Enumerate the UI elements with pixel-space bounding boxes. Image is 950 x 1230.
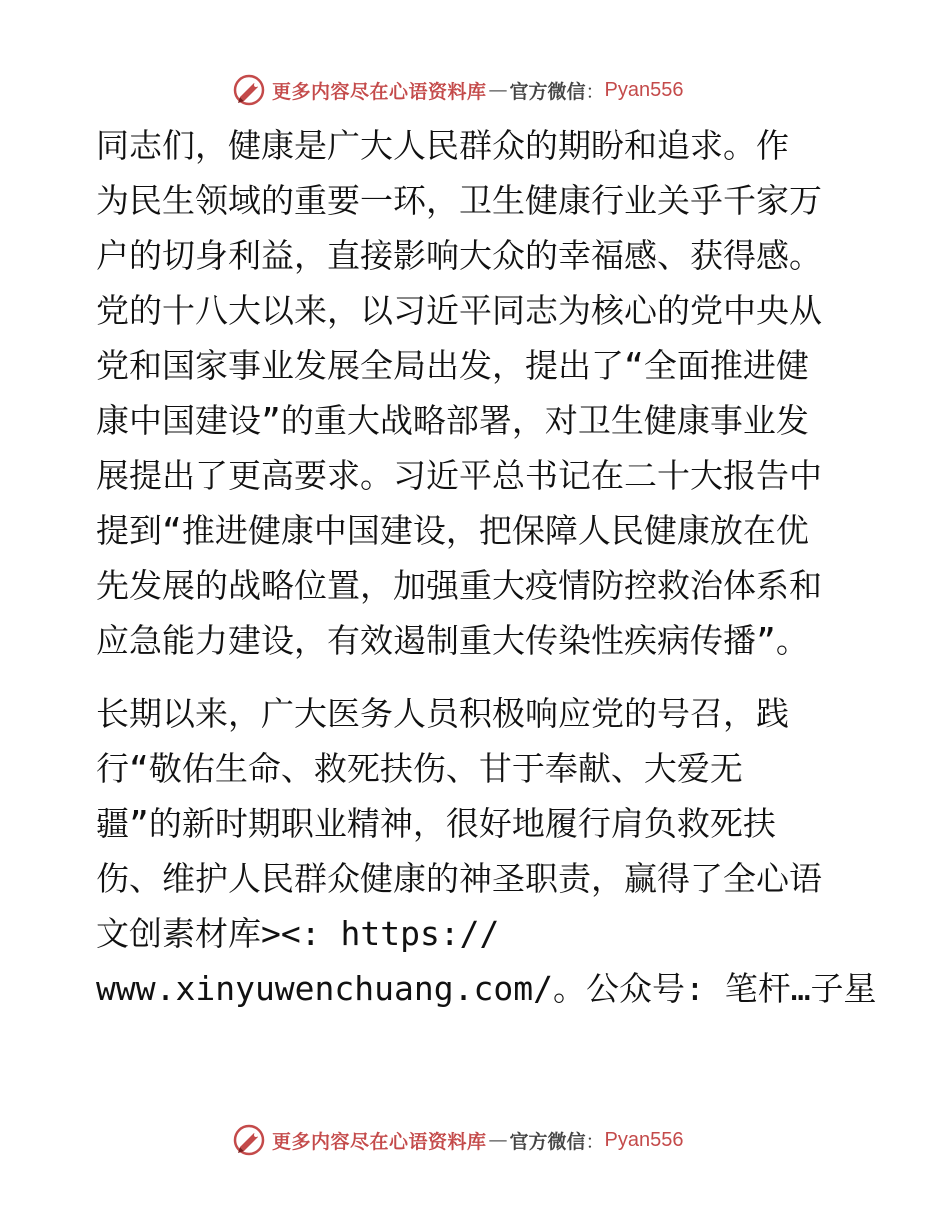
footer-separator: — xyxy=(488,1129,508,1151)
paragraph-2 xyxy=(96,686,877,1016)
pen-logo-icon xyxy=(232,1123,266,1157)
text-line: 为民生领域的重要一环，卫生健康行业关乎千家万 xyxy=(96,181,822,220)
text-line: 先发展的战略位置，加强重大疫情防控救治体系和 xyxy=(96,566,822,605)
text-line: 党的十八大以来，以习近平同志为核心的党中央从 xyxy=(96,291,822,330)
header-official-label: 官方微信 xyxy=(509,80,586,103)
footer-site-text: 更多内容尽在心语资料库 xyxy=(272,1130,487,1153)
header-banner xyxy=(232,70,684,110)
article-body xyxy=(96,118,877,1016)
text-line: 文创素材库><: https:// xyxy=(96,914,500,953)
text-line: 同志们，健康是广大人民群众的期盼和追求。作 xyxy=(96,126,789,165)
footer-colon: ： xyxy=(585,1130,605,1153)
text-line: 户的切身利益，直接影响大众的幸福感、获得感。 xyxy=(96,236,822,275)
header-site-text: 更多内容尽在心语资料库 xyxy=(272,80,487,103)
footer-wechat-id: Pyan556 xyxy=(604,1128,684,1151)
pen-logo-icon xyxy=(232,73,266,107)
header-wechat-id: Pyan556 xyxy=(604,78,684,101)
text-line: 党和国家事业发展全局出发，提出了“全面推进健 xyxy=(96,346,809,385)
text-line: 长期以来，广大医务人员积极响应党的号召，践 xyxy=(96,694,789,733)
header-separator: — xyxy=(488,79,508,101)
header-colon: ： xyxy=(585,80,605,103)
text-line: 康中国建设”的重大战略部署，对卫生健康事业发 xyxy=(96,401,809,440)
text-line: 应急能力建设，有效遏制重大传染性疾病传播”。 xyxy=(96,621,809,660)
paragraph-gap xyxy=(96,668,856,686)
text-line: 伤、维护人民群众健康的神圣职责，赢得了全心语 xyxy=(96,859,822,898)
text-line: 疆”的新时期职业精神，很好地履行肩负救死扶 xyxy=(96,804,776,843)
text-line: www.xinyuwenchuang.com/。公众号: 笔杆…子星 xyxy=(96,969,877,1008)
text-line: 行“敬佑生命、救死扶伤、甘于奉献、大爱无 xyxy=(96,749,743,788)
paragraph-1 xyxy=(96,118,856,668)
footer-official-label: 官方微信 xyxy=(509,1130,586,1153)
text-line: 提到“推进健康中国建设，把保障人民健康放在优 xyxy=(96,511,809,550)
footer-banner xyxy=(232,1120,684,1160)
text-line: 展提出了更高要求。习近平总书记在二十大报告中 xyxy=(96,456,822,495)
